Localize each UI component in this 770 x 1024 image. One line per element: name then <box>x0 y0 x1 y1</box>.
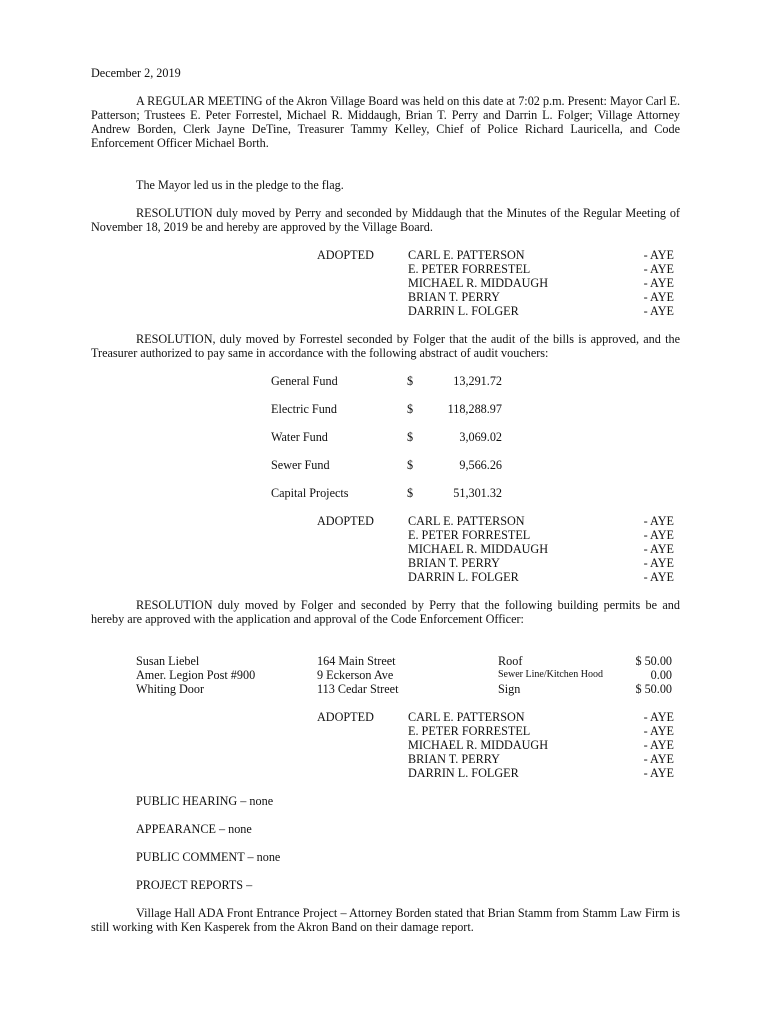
member-name: MICHAEL R. MIDDAUGH <box>408 738 549 752</box>
member-name: E. PETER FORRESTEL <box>408 528 531 542</box>
fund-currency: $ <box>407 486 414 500</box>
vote-row <box>408 556 677 570</box>
vote-block-audit <box>317 514 677 586</box>
member-vote: - AYE <box>643 738 674 752</box>
pledge-paragraph: The Mayor led us in the pledge to the flag. <box>136 178 344 192</box>
member-name: E. PETER FORRESTEL <box>408 724 531 738</box>
vote-block-permits <box>317 710 677 782</box>
vote-row <box>408 752 677 766</box>
permit-address: 113 Cedar Street <box>317 682 399 696</box>
permit-type: Roof <box>498 654 523 668</box>
fund-amount: 3,069.02 <box>459 430 502 444</box>
member-name: DARRIN L. FOLGER <box>408 570 519 584</box>
member-name: BRIAN T. PERRY <box>408 556 500 570</box>
appearance: APPEARANCE – none <box>136 822 252 836</box>
member-vote: - AYE <box>643 710 674 724</box>
adopted-label: ADOPTED <box>317 514 374 528</box>
member-vote: - AYE <box>643 262 674 276</box>
permit-type: Sign <box>498 682 521 696</box>
fund-row <box>271 458 511 472</box>
adopted-label: ADOPTED <box>317 710 374 724</box>
member-vote: - AYE <box>643 514 674 528</box>
member-name: DARRIN L. FOLGER <box>408 766 519 780</box>
fund-name: Water Fund <box>271 430 328 444</box>
permit-address: 9 Eckerson Ave <box>317 668 394 682</box>
permit-row <box>136 668 676 682</box>
fund-amount: 51,301.32 <box>453 486 502 500</box>
vote-row <box>408 248 677 262</box>
member-vote: - AYE <box>643 248 674 262</box>
permit-row <box>136 682 676 696</box>
vote-row <box>408 738 677 752</box>
member-name: BRIAN T. PERRY <box>408 290 500 304</box>
fund-amount: 13,291.72 <box>453 374 502 388</box>
permit-applicant: Susan Liebel <box>136 654 200 668</box>
member-name: BRIAN T. PERRY <box>408 752 500 766</box>
public-comment: PUBLIC COMMENT – none <box>136 850 281 864</box>
vote-row <box>408 570 677 584</box>
vote-block-minutes <box>317 248 677 320</box>
permit-type: Sewer Line/Kitchen Hood <box>498 669 603 680</box>
resolution-minutes-paragraph: RESOLUTION duly moved by Perry and seconded by Middaugh that the Minutes of the Regular Meeting of November 18, 2019 be and hereby are approved by the Village Board. <box>91 206 680 234</box>
member-vote: - AYE <box>643 276 674 290</box>
member-name: CARL E. PATTERSON <box>408 710 525 724</box>
fund-currency: $ <box>407 430 414 444</box>
member-vote: - AYE <box>643 724 674 738</box>
fund-name: Electric Fund <box>271 402 337 416</box>
vote-row <box>408 304 677 318</box>
member-vote: - AYE <box>643 528 674 542</box>
fund-row <box>271 430 511 444</box>
vote-row <box>408 710 677 724</box>
fund-currency: $ <box>407 374 414 388</box>
adopted-label: ADOPTED <box>317 248 374 262</box>
fund-row <box>271 402 511 416</box>
member-vote: - AYE <box>643 304 674 318</box>
meeting-date: December 2, 2019 <box>91 66 181 80</box>
vote-row <box>408 262 677 276</box>
public-hearing: PUBLIC HEARING – none <box>136 794 274 808</box>
member-vote: - AYE <box>643 290 674 304</box>
fund-name: Sewer Fund <box>271 458 330 472</box>
fund-amount: 118,288.97 <box>447 402 502 416</box>
resolution-audit-paragraph: RESOLUTION, duly moved by Forrestel seconded by Folger that the audit of the bills is approved, and the Treasurer authorized to pay same in accordance with the following abstract of audit vouchers: <box>91 332 680 360</box>
member-vote: - AYE <box>643 542 674 556</box>
vote-row <box>408 528 677 542</box>
member-name: DARRIN L. FOLGER <box>408 304 519 318</box>
fund-amount: 9,566.26 <box>459 458 502 472</box>
member-vote: - AYE <box>643 556 674 570</box>
member-name: CARL E. PATTERSON <box>408 248 525 262</box>
permit-address: 164 Main Street <box>317 654 396 668</box>
permit-fee: $ 50.00 <box>635 654 672 668</box>
permit-applicant: Amer. Legion Post #900 <box>136 668 256 682</box>
member-vote: - AYE <box>643 766 674 780</box>
fund-row <box>271 486 511 500</box>
ada-project-paragraph: Village Hall ADA Front Entrance Project – Attorney Borden stated that Brian Stamm from Stamm Law Firm is still working with Ken Kasperek from the Akron Band on their damage report. <box>91 906 680 934</box>
permit-row <box>136 654 676 668</box>
member-name: E. PETER FORRESTEL <box>408 262 531 276</box>
member-vote: - AYE <box>643 752 674 766</box>
permit-fee: 0.00 <box>650 668 672 682</box>
vote-row <box>408 276 677 290</box>
fund-name: General Fund <box>271 374 338 388</box>
fund-currency: $ <box>407 458 414 472</box>
member-name: CARL E. PATTERSON <box>408 514 525 528</box>
member-name: MICHAEL R. MIDDAUGH <box>408 542 549 556</box>
vote-row <box>408 766 677 780</box>
permit-applicant: Whiting Door <box>136 682 205 696</box>
vote-row <box>408 514 677 528</box>
permit-fee: $ 50.00 <box>635 682 672 696</box>
fund-row <box>271 374 511 388</box>
fund-name: Capital Projects <box>271 486 349 500</box>
resolution-permits-paragraph: RESOLUTION duly moved by Folger and seconded by Perry that the following building permits be and hereby are approved with the application and approval of the Code Enforcement Officer: <box>91 598 680 626</box>
intro-paragraph: A REGULAR MEETING of the Akron Village Board was held on this date at 7:02 p.m. Present: Mayor Carl E. Patterson; Trustees E. Peter Forrestel, Michael R. Middaugh, Brian T. Perry and Darrin L. Folger; Village Attorney Andrew Borden, Clerk Jayne DeTine, Treasurer Tammy Kelley, Chief of Police Richard Lauricella, and Code Enforcement Officer Michael Borth. <box>91 94 681 150</box>
member-name: MICHAEL R. MIDDAUGH <box>408 276 549 290</box>
member-vote: - AYE <box>643 570 674 584</box>
fund-currency: $ <box>407 402 414 416</box>
vote-row <box>408 542 677 556</box>
vote-row <box>408 290 677 304</box>
vote-row <box>408 724 677 738</box>
project-reports-heading: PROJECT REPORTS – <box>136 878 253 892</box>
